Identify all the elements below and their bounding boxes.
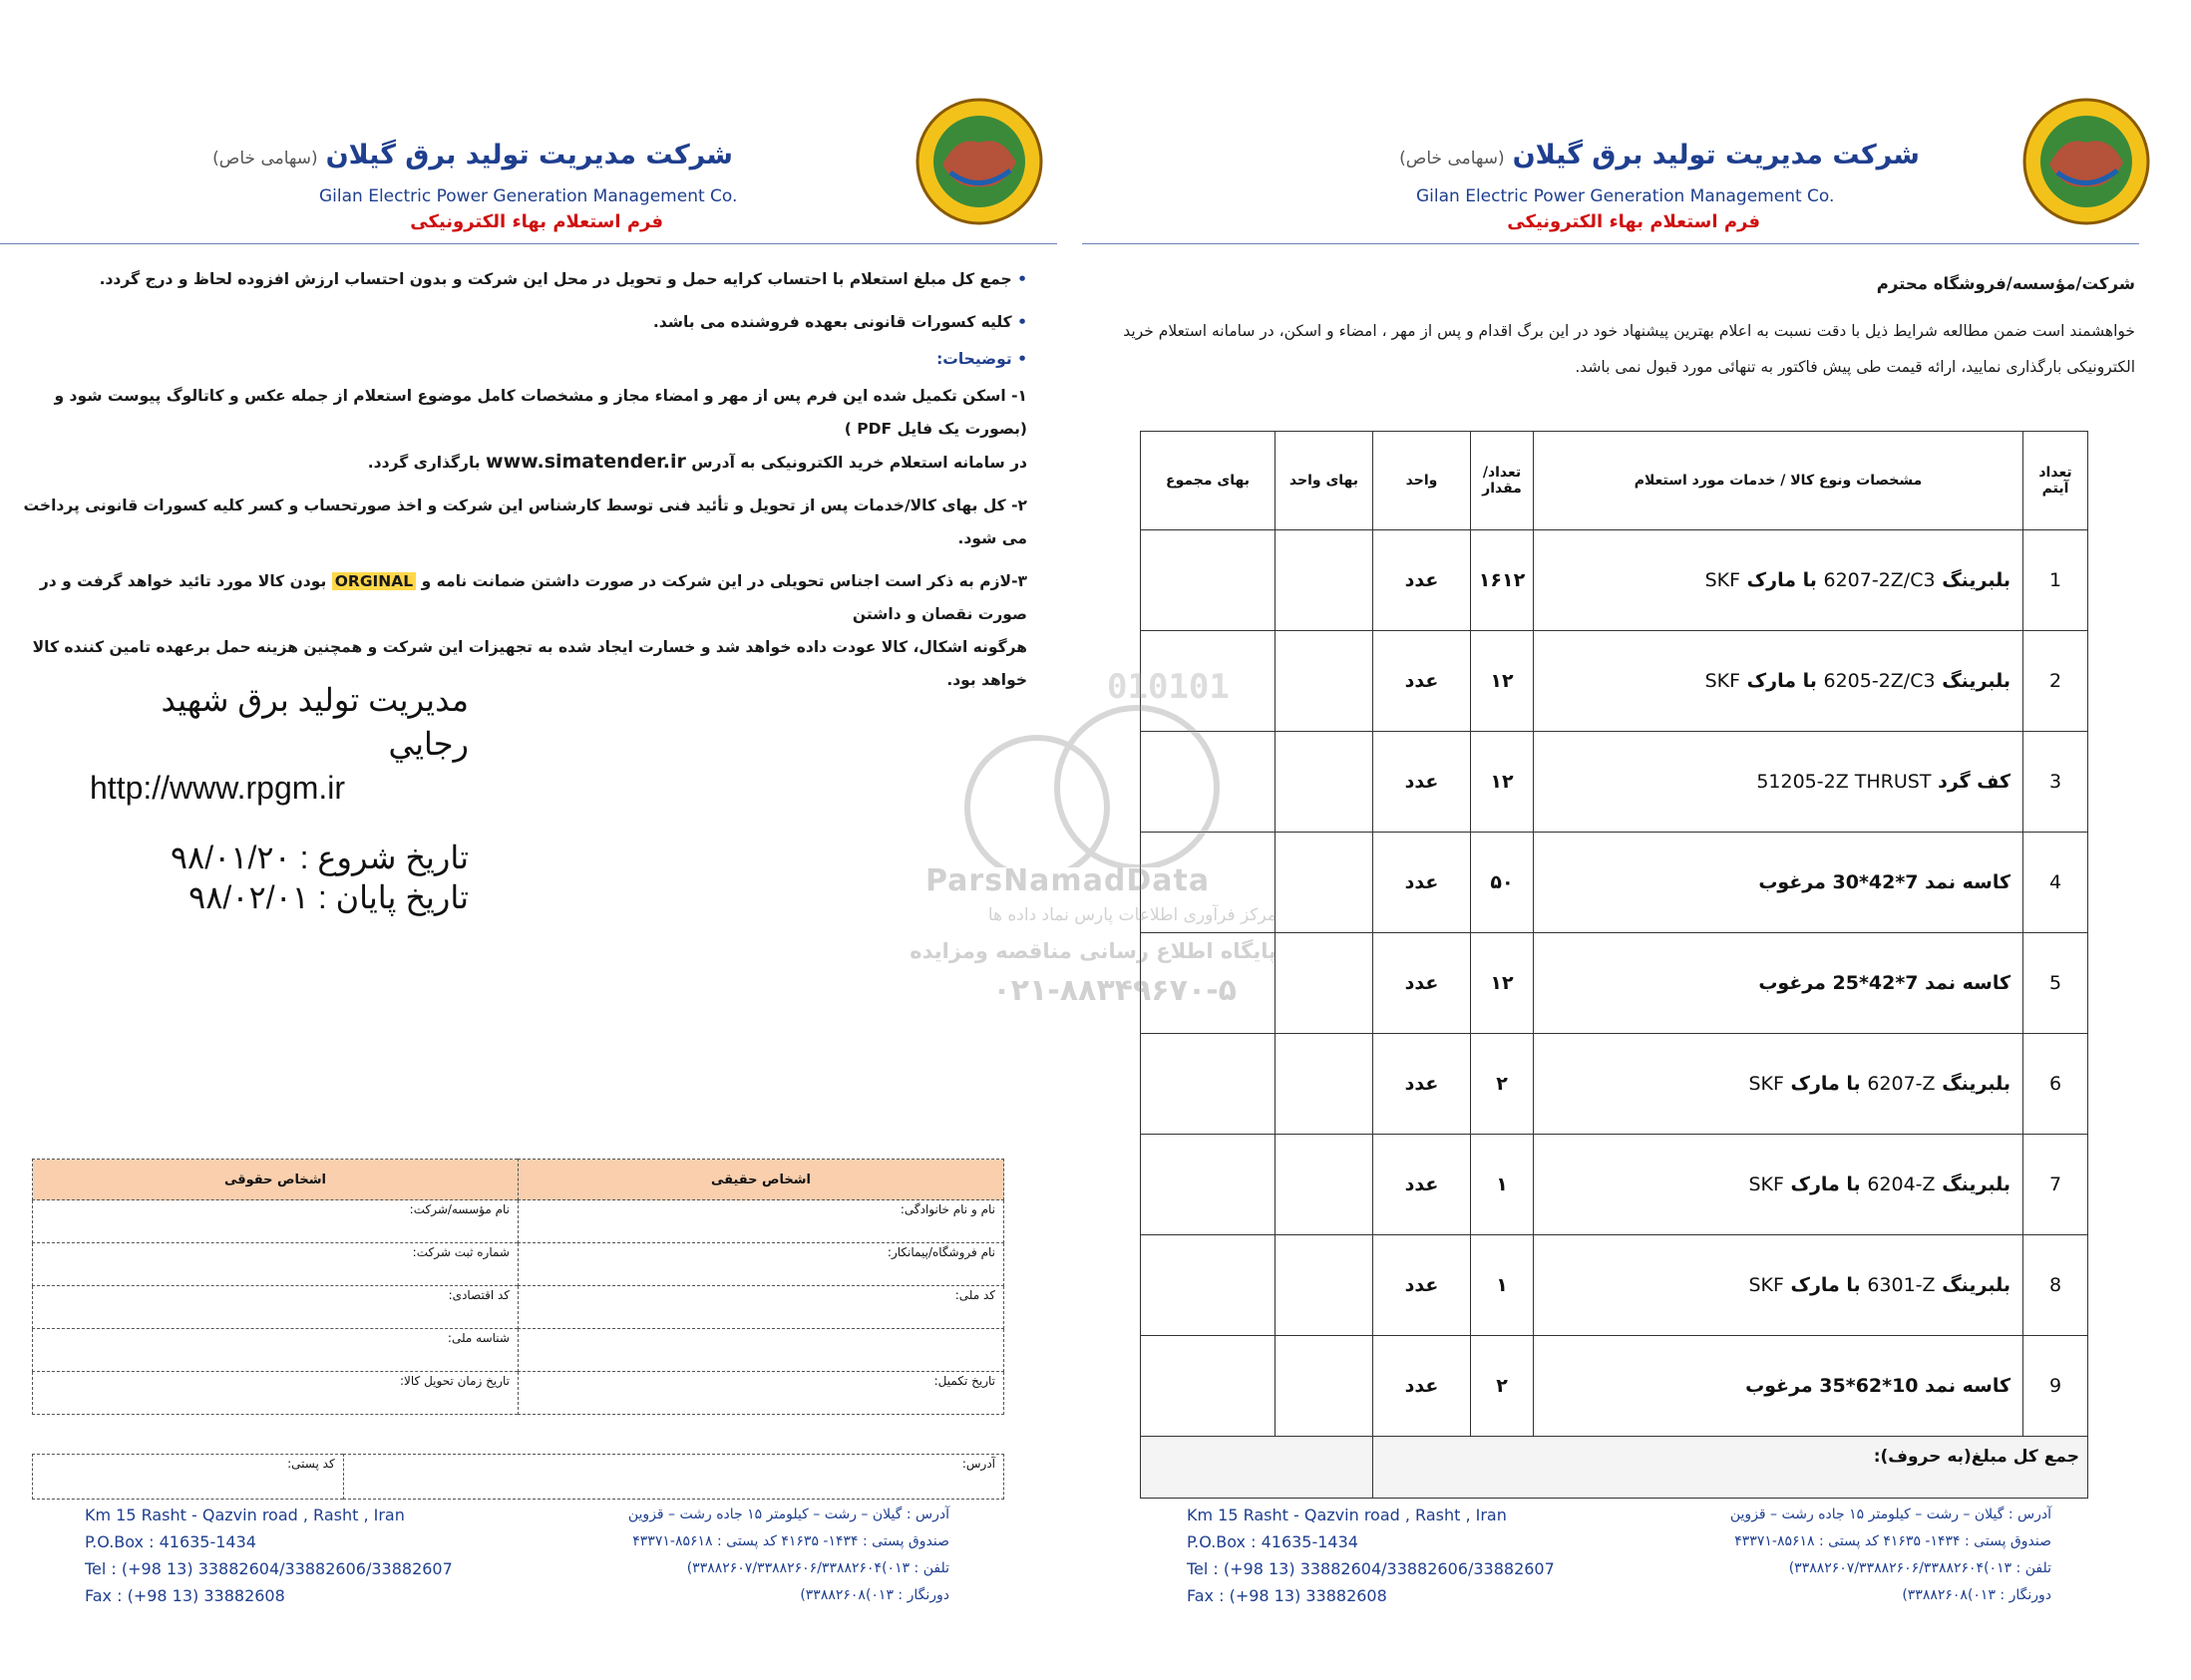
legal-field[interactable]: شناسه ملی: <box>33 1329 519 1372</box>
real-field[interactable]: تاریخ تکمیل: <box>519 1372 1004 1415</box>
row-description: کف گرد 51205-2Z THRUST <box>1534 732 2023 833</box>
stamp-line: مديريت توليد برق شهيد رجايي <box>161 682 469 762</box>
intro-text: خواهشمند است ضمن مطالعه شرایط ذیل با دقت نسبت به اعلام بهترین پیشنهاد خود در این برگ اقدام و پس از مهر ، امضاء و اسکن، در سامانه استعلام خرید الکترونیکی بارگذاری نمایید، ارائه قیمت طی پیش فاکتور به تنهائی مورد قبول نمی باشد. <box>1123 322 2135 376</box>
row-description: بلبرینگ 6301-Z با مارک SKF <box>1534 1235 2023 1336</box>
original-highlight: ORGINAL <box>332 572 416 590</box>
row-index: 5 <box>2023 933 2088 1034</box>
row-unit: عدد <box>1373 1034 1471 1135</box>
company-name: شرکت مدیریت تولید برق گیلان(سهامی خاص) <box>1399 140 1920 170</box>
row-index: 2 <box>2023 631 2088 732</box>
legal-field[interactable]: کد اقتصادی: <box>33 1286 519 1329</box>
watermark-brand: ParsNamadData <box>925 863 1211 898</box>
legal-field[interactable]: تاریخ زمان تحویل کالا: <box>33 1372 519 1415</box>
row-unit: عدد <box>1373 1336 1471 1437</box>
row-unit: عدد <box>1373 1135 1471 1235</box>
right-footer-en: Km 15 Rasht - Qazvin road , Rasht , Iran P.O.Box : 41635-1434 Tel : (+98 13) 33882604/33882606/33882607 Fax : (+98 13) 33882608 <box>1187 1506 1555 1605</box>
row-description: بلبرینگ 6207-Z با مارک SKF <box>1534 1034 2023 1135</box>
row-index: 6 <box>2023 1034 2088 1135</box>
legal-field[interactable]: شماره ثبت شرکت: <box>33 1243 519 1286</box>
table-row <box>1141 530 2088 631</box>
left-header <box>0 95 1057 244</box>
watermark-line1: مرکز فرآوری اطلاعات پارس نماد داده ها <box>987 905 1277 925</box>
col-unit-price: بهای واحد <box>1276 432 1373 530</box>
stamp-url: http://www.rpgm.ir <box>90 770 346 806</box>
row-index: 4 <box>2023 833 2088 933</box>
left-header-rule <box>0 243 1057 244</box>
watermark <box>908 668 1286 1027</box>
company-name-en: Gilan Electric Power Generation Management Co. <box>1416 186 1835 206</box>
row-quantity: ۱۲ <box>1471 732 1534 833</box>
para-3: ۳-لازم به ذکر است اجناس تحویلی در این شرکت در صورت داشتن ضمانت نامه و ORGINAL بودن کالا مورد تائید خواهد گرفت و در صورت نقصان و داشتن هرگونه اشکال، کالا عودت داده خواهد شد و خسارت ایجاد شده به تجهیزات این شرکت و همچنین هزینه حمل برعهده تامین کننده کالا خواهد بود. <box>32 572 1027 689</box>
company-logo <box>2019 95 2153 228</box>
row-quantity: ۱۶۱۲ <box>1471 530 1534 631</box>
col-total-price: بهای مجموع <box>1141 432 1276 530</box>
postal-code-field[interactable]: کد پستی: <box>33 1455 344 1500</box>
row-index: 7 <box>2023 1135 2088 1235</box>
end-date: تاريخ پايان : ۹۸/۰۲/۰۱ <box>188 879 469 915</box>
row-description: کاسه نمد 10*62*35 مرغوب <box>1534 1336 2023 1437</box>
note-2: • کلیه کسورات قانونی بعهده فروشنده می باشد. <box>652 313 1027 331</box>
row-index: 3 <box>2023 732 2088 833</box>
left-footer-en: Km 15 Rasht - Qazvin road , Rasht , Iran P.O.Box : 41635-1434 Tel : (+98 13) 33882604/33882606/33882607 Fax : (+98 13) 33882608 <box>85 1506 453 1605</box>
row-total-price[interactable] <box>1141 1135 1276 1235</box>
row-description: کاسه نمد 7*42*25 مرغوب <box>1534 933 2023 1034</box>
row-unit: عدد <box>1373 631 1471 732</box>
real-field[interactable]: نام فروشگاه/پیمانکار: <box>519 1243 1004 1286</box>
table-row <box>1141 1034 2088 1135</box>
table-row <box>1141 1336 2088 1437</box>
company-logo <box>913 95 1046 228</box>
row-unit-price[interactable] <box>1276 1034 1373 1135</box>
real-field[interactable] <box>519 1329 1004 1372</box>
row-unit-price[interactable] <box>1276 530 1373 631</box>
table-row <box>1141 1135 2088 1235</box>
row-quantity: ۵۰ <box>1471 833 1534 933</box>
col-quantity: تعداد/ مقدار <box>1471 432 1534 530</box>
left-notes <box>0 263 1027 697</box>
row-quantity: ۲ <box>1471 1336 1534 1437</box>
para-2: ۲- کل بهای کالا/خدمات پس از تحویل و تأئید فنی توسط کارشناس این شرکت و اخذ صورتحساب و کسر کلیه کسورات قانونی پرداخت می شود. <box>23 497 1027 547</box>
row-unit: عدد <box>1373 732 1471 833</box>
company-name: شرکت مدیریت تولید برق گیلان(سهامی خاص) <box>212 140 733 170</box>
form-title: فرم استعلام بهاء الکترونیکی <box>1507 211 1760 232</box>
row-description: کاسه نمد 7*42*30 مرغوب <box>1534 833 2023 933</box>
row-quantity: ۱ <box>1471 1235 1534 1336</box>
watermark-logo <box>908 668 1286 867</box>
para-1: ۱- اسکن تکمیل شده این فرم پس از مهر و امضاء مجاز و مشخصات کامل موضوع استعلام از جمله عکس و کاتالوگ پیوست شود و (بصورت یک فایل PDF ) در سامانه استعلام خرید الکترونیکی به آدرس www.simatender.ir بارگذاری گردد. <box>54 387 1027 473</box>
real-persons-header: اشخاص حقیقی <box>519 1160 1004 1200</box>
row-unit: عدد <box>1373 530 1471 631</box>
form-title: فرم استعلام بهاء الکترونیکی <box>410 211 663 232</box>
row-quantity: ۲ <box>1471 1034 1534 1135</box>
row-unit-price[interactable] <box>1276 1135 1373 1235</box>
stamp-block <box>90 678 469 919</box>
row-description: بلبرینگ 6204-Z با مارک SKF <box>1534 1135 2023 1235</box>
svg-text:010101: 010101 <box>1107 668 1230 707</box>
address-table <box>32 1454 1004 1500</box>
right-header-rule <box>1082 243 2139 244</box>
legal-persons-header: اشخاص حقوقی <box>33 1160 519 1200</box>
table-row <box>1141 1235 2088 1336</box>
row-index: 9 <box>2023 1336 2088 1437</box>
row-unit-price[interactable] <box>1276 933 1373 1034</box>
col-item-count: تعداد آیتم <box>2023 432 2088 530</box>
row-total-price[interactable] <box>1141 530 1276 631</box>
row-description: بلبرینگ 6205-2Z/C3 با مارک SKF <box>1534 631 2023 732</box>
col-unit: واحد <box>1373 432 1471 530</box>
persons-table <box>32 1159 1004 1415</box>
salutation: شرکت/مؤسسه/فروشگاه محترم <box>1876 274 2135 293</box>
real-field[interactable]: کد ملی: <box>519 1286 1004 1329</box>
row-unit: عدد <box>1373 833 1471 933</box>
start-date: تاريخ شروع : ۹۸/۰۱/۲۰ <box>170 840 469 875</box>
row-unit-price[interactable] <box>1276 833 1373 933</box>
row-total-price[interactable] <box>1141 1235 1276 1336</box>
watermark-phone: ۰۲۱-۸۸۳۴۹۶۷۰-۵ <box>992 973 1237 1008</box>
row-total-price[interactable] <box>1141 1034 1276 1135</box>
row-total-price[interactable] <box>1141 1336 1276 1437</box>
right-footer-fa: آدرس : گیلان – رشت – کیلومتر ۱۵ جاده رشت – قزوین صندوق پستی : ۱۴۳۴- ۴۱۶۳۵ کد پستی : ۸۵۶۱۸-۴۳۳۷۱ تلفن : ۰۱۳)۳۳۸۸۲۶۰۷/۳۳۸۸۲۶۰۶/۳۳۸۸۲۶۰۴) دورنگار : ۰۱۳)۳۳۸۸۲۶۰۸) <box>1729 1507 2051 1603</box>
note-1: • جمع کل مبلغ استعلام با احتساب کرایه حمل و تحویل در محل این شرکت و بدون احتساب ارزش افزوده لحاظ و درج گردد. <box>99 270 1027 288</box>
notes-title: • توضیحات: <box>936 350 1027 368</box>
company-name-en: Gilan Electric Power Generation Management Co. <box>319 186 738 206</box>
real-field[interactable]: نام و نام خانوادگی: <box>519 1200 1004 1243</box>
row-quantity: ۱ <box>1471 1135 1534 1235</box>
legal-field[interactable]: نام مؤسسه/شرکت: <box>33 1200 519 1243</box>
row-unit-price[interactable] <box>1276 1336 1373 1437</box>
row-unit: عدد <box>1373 1235 1471 1336</box>
row-unit-price[interactable] <box>1276 631 1373 732</box>
row-unit: عدد <box>1373 933 1471 1034</box>
row-index: 1 <box>2023 530 2088 631</box>
total-row <box>1141 1437 2088 1499</box>
address-field[interactable]: آدرس: <box>343 1455 1003 1500</box>
total-value[interactable] <box>1141 1437 1373 1499</box>
row-index: 8 <box>2023 1235 2088 1336</box>
row-quantity: ۱۲ <box>1471 933 1534 1034</box>
total-label: جمع کل مبلغ(به حروف): <box>1373 1437 2088 1499</box>
row-unit-price[interactable] <box>1276 1235 1373 1336</box>
col-description: مشخصات ونوع کالا / خدمات مورد استعلام <box>1534 432 2023 530</box>
row-unit-price[interactable] <box>1276 732 1373 833</box>
right-header <box>1077 95 2164 244</box>
left-footer-fa: آدرس : گیلان – رشت – کیلومتر ۱۵ جاده رشت – قزوین صندوق پستی : ۱۴۳۴- ۴۱۶۳۵ کد پستی : ۸۵۶۱۸-۴۳۳۷۱ تلفن : ۰۱۳)۳۳۸۸۲۶۰۷/۳۳۸۸۲۶۰۶/۳۳۸۸۲۶۰۴) دورنگار : ۰۱۳)۳۳۸۸۲۶۰۸) <box>627 1507 949 1603</box>
row-quantity: ۱۲ <box>1471 631 1534 732</box>
watermark-line2: پایگاه اطلاع رسانی مناقصه ومزایده <box>910 939 1277 963</box>
row-description: بلبرینگ 6207-2Z/C3 با مارک SKF <box>1534 530 2023 631</box>
